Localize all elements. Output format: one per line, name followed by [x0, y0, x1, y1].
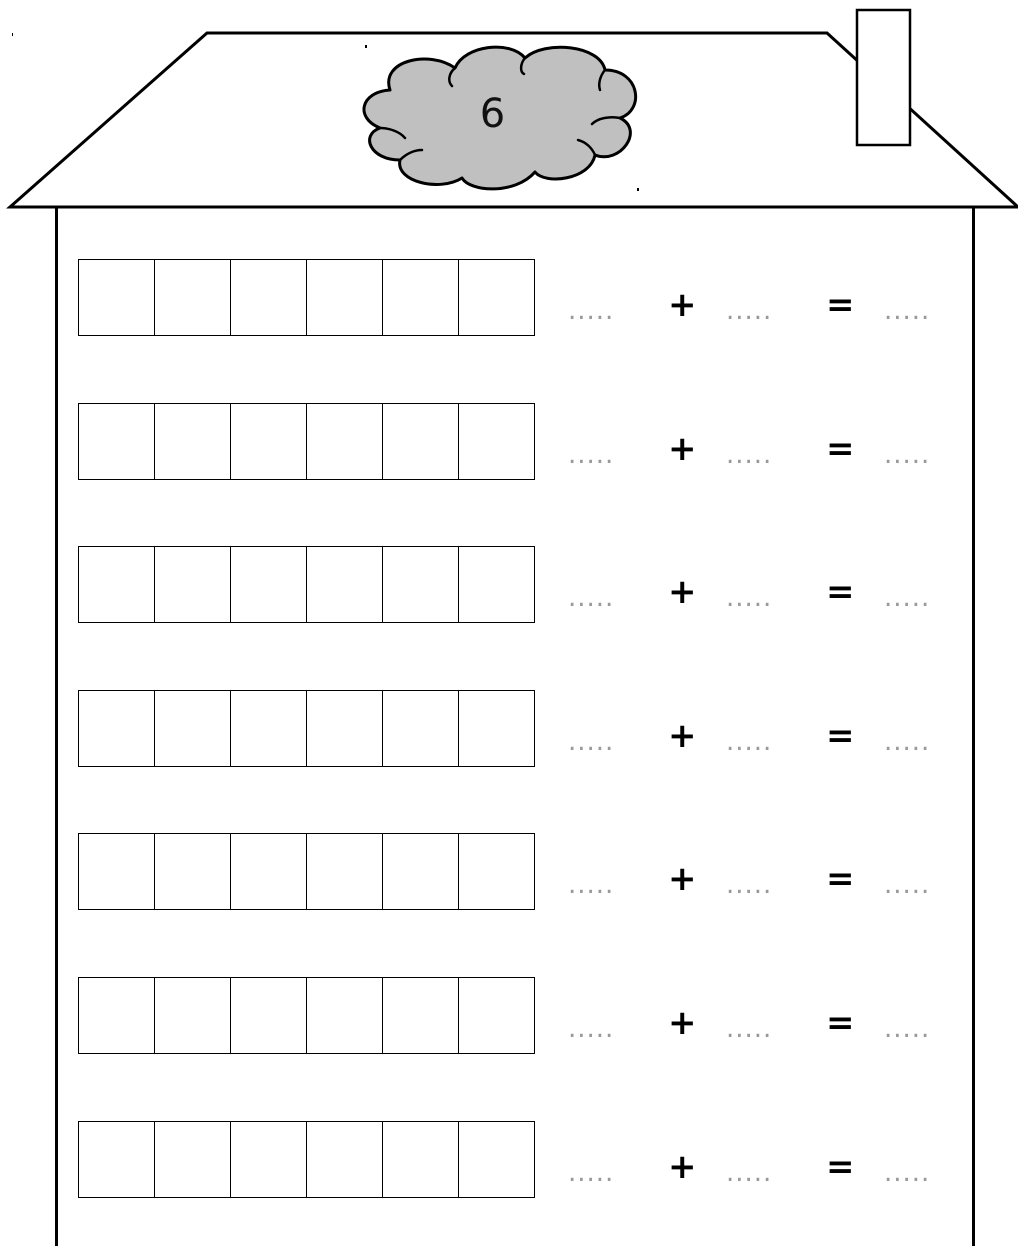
equals-sign: =: [826, 285, 855, 325]
sum-blank[interactable]: .....: [884, 440, 931, 470]
sum-blank[interactable]: .....: [884, 727, 931, 757]
sum-blank[interactable]: .....: [884, 1158, 931, 1188]
plus-sign: +: [668, 1003, 697, 1043]
addition-equation: [568, 716, 968, 762]
counting-box[interactable]: [231, 691, 307, 767]
counting-box[interactable]: [383, 1122, 459, 1198]
counting-box[interactable]: [155, 978, 231, 1054]
counting-box[interactable]: [459, 547, 535, 623]
addend-1-blank[interactable]: .....: [568, 1158, 615, 1188]
plus-sign: +: [668, 1147, 697, 1187]
counting-boxes: [78, 403, 535, 480]
counting-box[interactable]: [79, 978, 155, 1054]
counting-box[interactable]: [459, 1122, 535, 1198]
addend-2-blank[interactable]: .....: [726, 1014, 773, 1044]
counting-boxes: [78, 546, 535, 623]
counting-box[interactable]: [79, 1122, 155, 1198]
equals-sign: =: [826, 429, 855, 469]
counting-box[interactable]: [459, 834, 535, 910]
chimney-icon: [857, 10, 910, 145]
counting-box[interactable]: [155, 547, 231, 623]
plus-sign: +: [668, 572, 697, 612]
counting-box[interactable]: [383, 404, 459, 480]
counting-box[interactable]: [307, 834, 383, 910]
counting-box[interactable]: [459, 691, 535, 767]
speck-icon: [637, 188, 639, 191]
equals-sign: =: [826, 572, 855, 612]
addend-2-blank[interactable]: .....: [726, 870, 773, 900]
plus-sign: +: [668, 716, 697, 756]
equals-sign: =: [826, 1147, 855, 1187]
counting-box[interactable]: [307, 547, 383, 623]
counting-box[interactable]: [155, 834, 231, 910]
counting-boxes: [78, 1121, 535, 1198]
addition-equation: [568, 859, 968, 905]
plus-sign: +: [668, 285, 697, 325]
counting-box[interactable]: [79, 834, 155, 910]
counting-box[interactable]: [383, 834, 459, 910]
equals-sign: =: [826, 859, 855, 899]
addend-2-blank[interactable]: .....: [726, 296, 773, 326]
counting-boxes: [78, 833, 535, 910]
counting-box[interactable]: [459, 260, 535, 336]
counting-box[interactable]: [79, 547, 155, 623]
counting-box[interactable]: [383, 978, 459, 1054]
counting-box[interactable]: [231, 1122, 307, 1198]
addition-equation: [568, 1003, 968, 1049]
counting-box[interactable]: [231, 834, 307, 910]
addition-equation: [568, 429, 968, 475]
counting-box[interactable]: [307, 404, 383, 480]
speck-icon: [12, 33, 13, 36]
exercise-row: [78, 1121, 968, 1197]
plus-sign: +: [668, 429, 697, 469]
exercise-row: [78, 690, 968, 766]
counting-box[interactable]: [383, 691, 459, 767]
sum-blank[interactable]: .....: [884, 1014, 931, 1044]
exercise-row: [78, 546, 968, 622]
speck-icon: [365, 45, 367, 48]
exercise-row: [78, 259, 968, 335]
addend-1-blank[interactable]: .....: [568, 296, 615, 326]
addend-1-blank[interactable]: .....: [568, 870, 615, 900]
addition-equation: [568, 1147, 968, 1193]
counting-boxes: [78, 690, 535, 767]
addend-1-blank[interactable]: .....: [568, 440, 615, 470]
counting-box[interactable]: [231, 404, 307, 480]
addend-2-blank[interactable]: .....: [726, 1158, 773, 1188]
target-number: 6: [479, 91, 506, 137]
sum-blank[interactable]: .....: [884, 583, 931, 613]
counting-box[interactable]: [459, 404, 535, 480]
counting-box[interactable]: [231, 978, 307, 1054]
sum-blank[interactable]: .....: [884, 296, 931, 326]
counting-box[interactable]: [307, 691, 383, 767]
counting-box[interactable]: [383, 547, 459, 623]
counting-box[interactable]: [307, 260, 383, 336]
addend-1-blank[interactable]: .....: [568, 727, 615, 757]
counting-box[interactable]: [79, 260, 155, 336]
addend-2-blank[interactable]: .....: [726, 727, 773, 757]
counting-box[interactable]: [231, 547, 307, 623]
addition-equation: [568, 572, 968, 618]
counting-boxes: [78, 977, 535, 1054]
exercise-row: [78, 403, 968, 479]
counting-box[interactable]: [79, 404, 155, 480]
counting-box[interactable]: [459, 978, 535, 1054]
addend-2-blank[interactable]: .....: [726, 583, 773, 613]
counting-box[interactable]: [307, 978, 383, 1054]
sum-blank[interactable]: .....: [884, 870, 931, 900]
equals-sign: =: [826, 716, 855, 756]
addition-equation: [568, 285, 968, 331]
exercise-row: [78, 977, 968, 1053]
counting-boxes: [78, 259, 535, 336]
addend-1-blank[interactable]: .....: [568, 583, 615, 613]
counting-box[interactable]: [155, 404, 231, 480]
counting-box[interactable]: [155, 260, 231, 336]
addend-2-blank[interactable]: .....: [726, 440, 773, 470]
counting-box[interactable]: [155, 691, 231, 767]
plus-sign: +: [668, 859, 697, 899]
counting-box[interactable]: [231, 260, 307, 336]
equals-sign: =: [826, 1003, 855, 1043]
counting-box[interactable]: [79, 691, 155, 767]
exercise-row: [78, 833, 968, 909]
counting-box[interactable]: [383, 260, 459, 336]
counting-box[interactable]: [155, 1122, 231, 1198]
addend-1-blank[interactable]: .....: [568, 1014, 615, 1044]
counting-box[interactable]: [307, 1122, 383, 1198]
